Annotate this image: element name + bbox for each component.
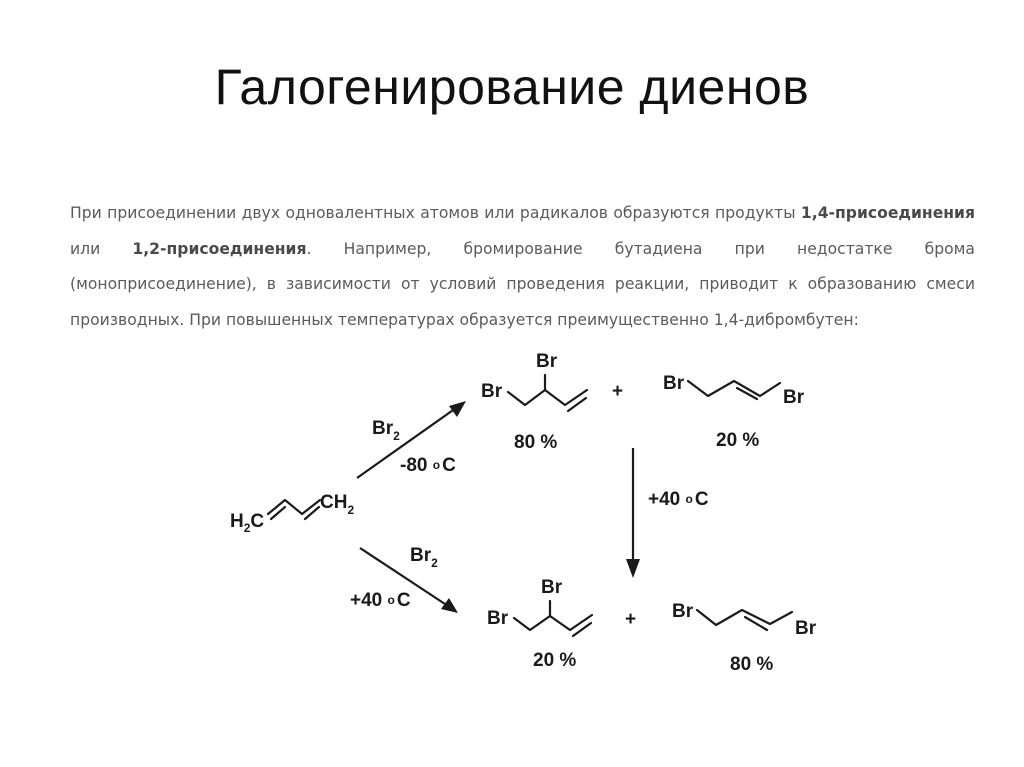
slide-title: Галогенирование диенов [214,59,810,115]
yield-top-12: 80 % [514,432,558,453]
top-14-product [663,373,805,408]
svg-text:Br: Br [672,601,694,622]
reagent-upper: $Br_2$ [372,418,400,443]
svg-text:Br: Br [795,618,817,639]
svg-text:Br: Br [487,608,509,629]
arrow-interconversion [626,448,640,578]
paragraph-text-3: . Например, бромирование бутадиена при недостатке брома (монoприсоединение), в зависимости от условий проведения реакции, приводит к образованию смеси производных. При повышенных температурах образуется преимущественно 1,4-дибромбутен: [70,239,975,329]
plus-bottom: + [625,609,637,630]
yield-bottom-14: 80 % [730,654,774,675]
term-12-addition: 1,2-присоединения [132,239,307,258]
reagent-lower: $Br_2$ [410,545,438,570]
plus-top: + [612,381,624,402]
svg-text:Br: Br [481,381,503,402]
top-12-product [481,351,587,411]
butadiene-structure [230,492,354,535]
yield-bottom-12: 20 % [533,650,577,671]
svg-text:Br: Br [663,373,685,394]
condition-interconversion: +40 o C [648,489,709,510]
paragraph-text-2: или [70,239,133,258]
bottom-14-product [672,601,817,639]
condition-low-temp: -80 o C [400,455,456,476]
condition-high-temp: +40 o C [350,590,411,611]
bottom-12-product [487,577,592,636]
yield-top-14: 20 % [716,430,760,451]
svg-text:Br: Br [541,577,563,598]
svg-text:H2C: $H_2C$ [230,511,265,535]
paragraph-text-1: При присоединении двух одновалентных атомов или радикалов образуются продукты [70,204,801,222]
svg-text:Br: Br [783,387,805,408]
svg-text:CH2: $CH_2$ [320,492,355,517]
svg-text:Br: Br [536,351,558,372]
term-14-addition: 1,4-присоединения [800,204,975,222]
